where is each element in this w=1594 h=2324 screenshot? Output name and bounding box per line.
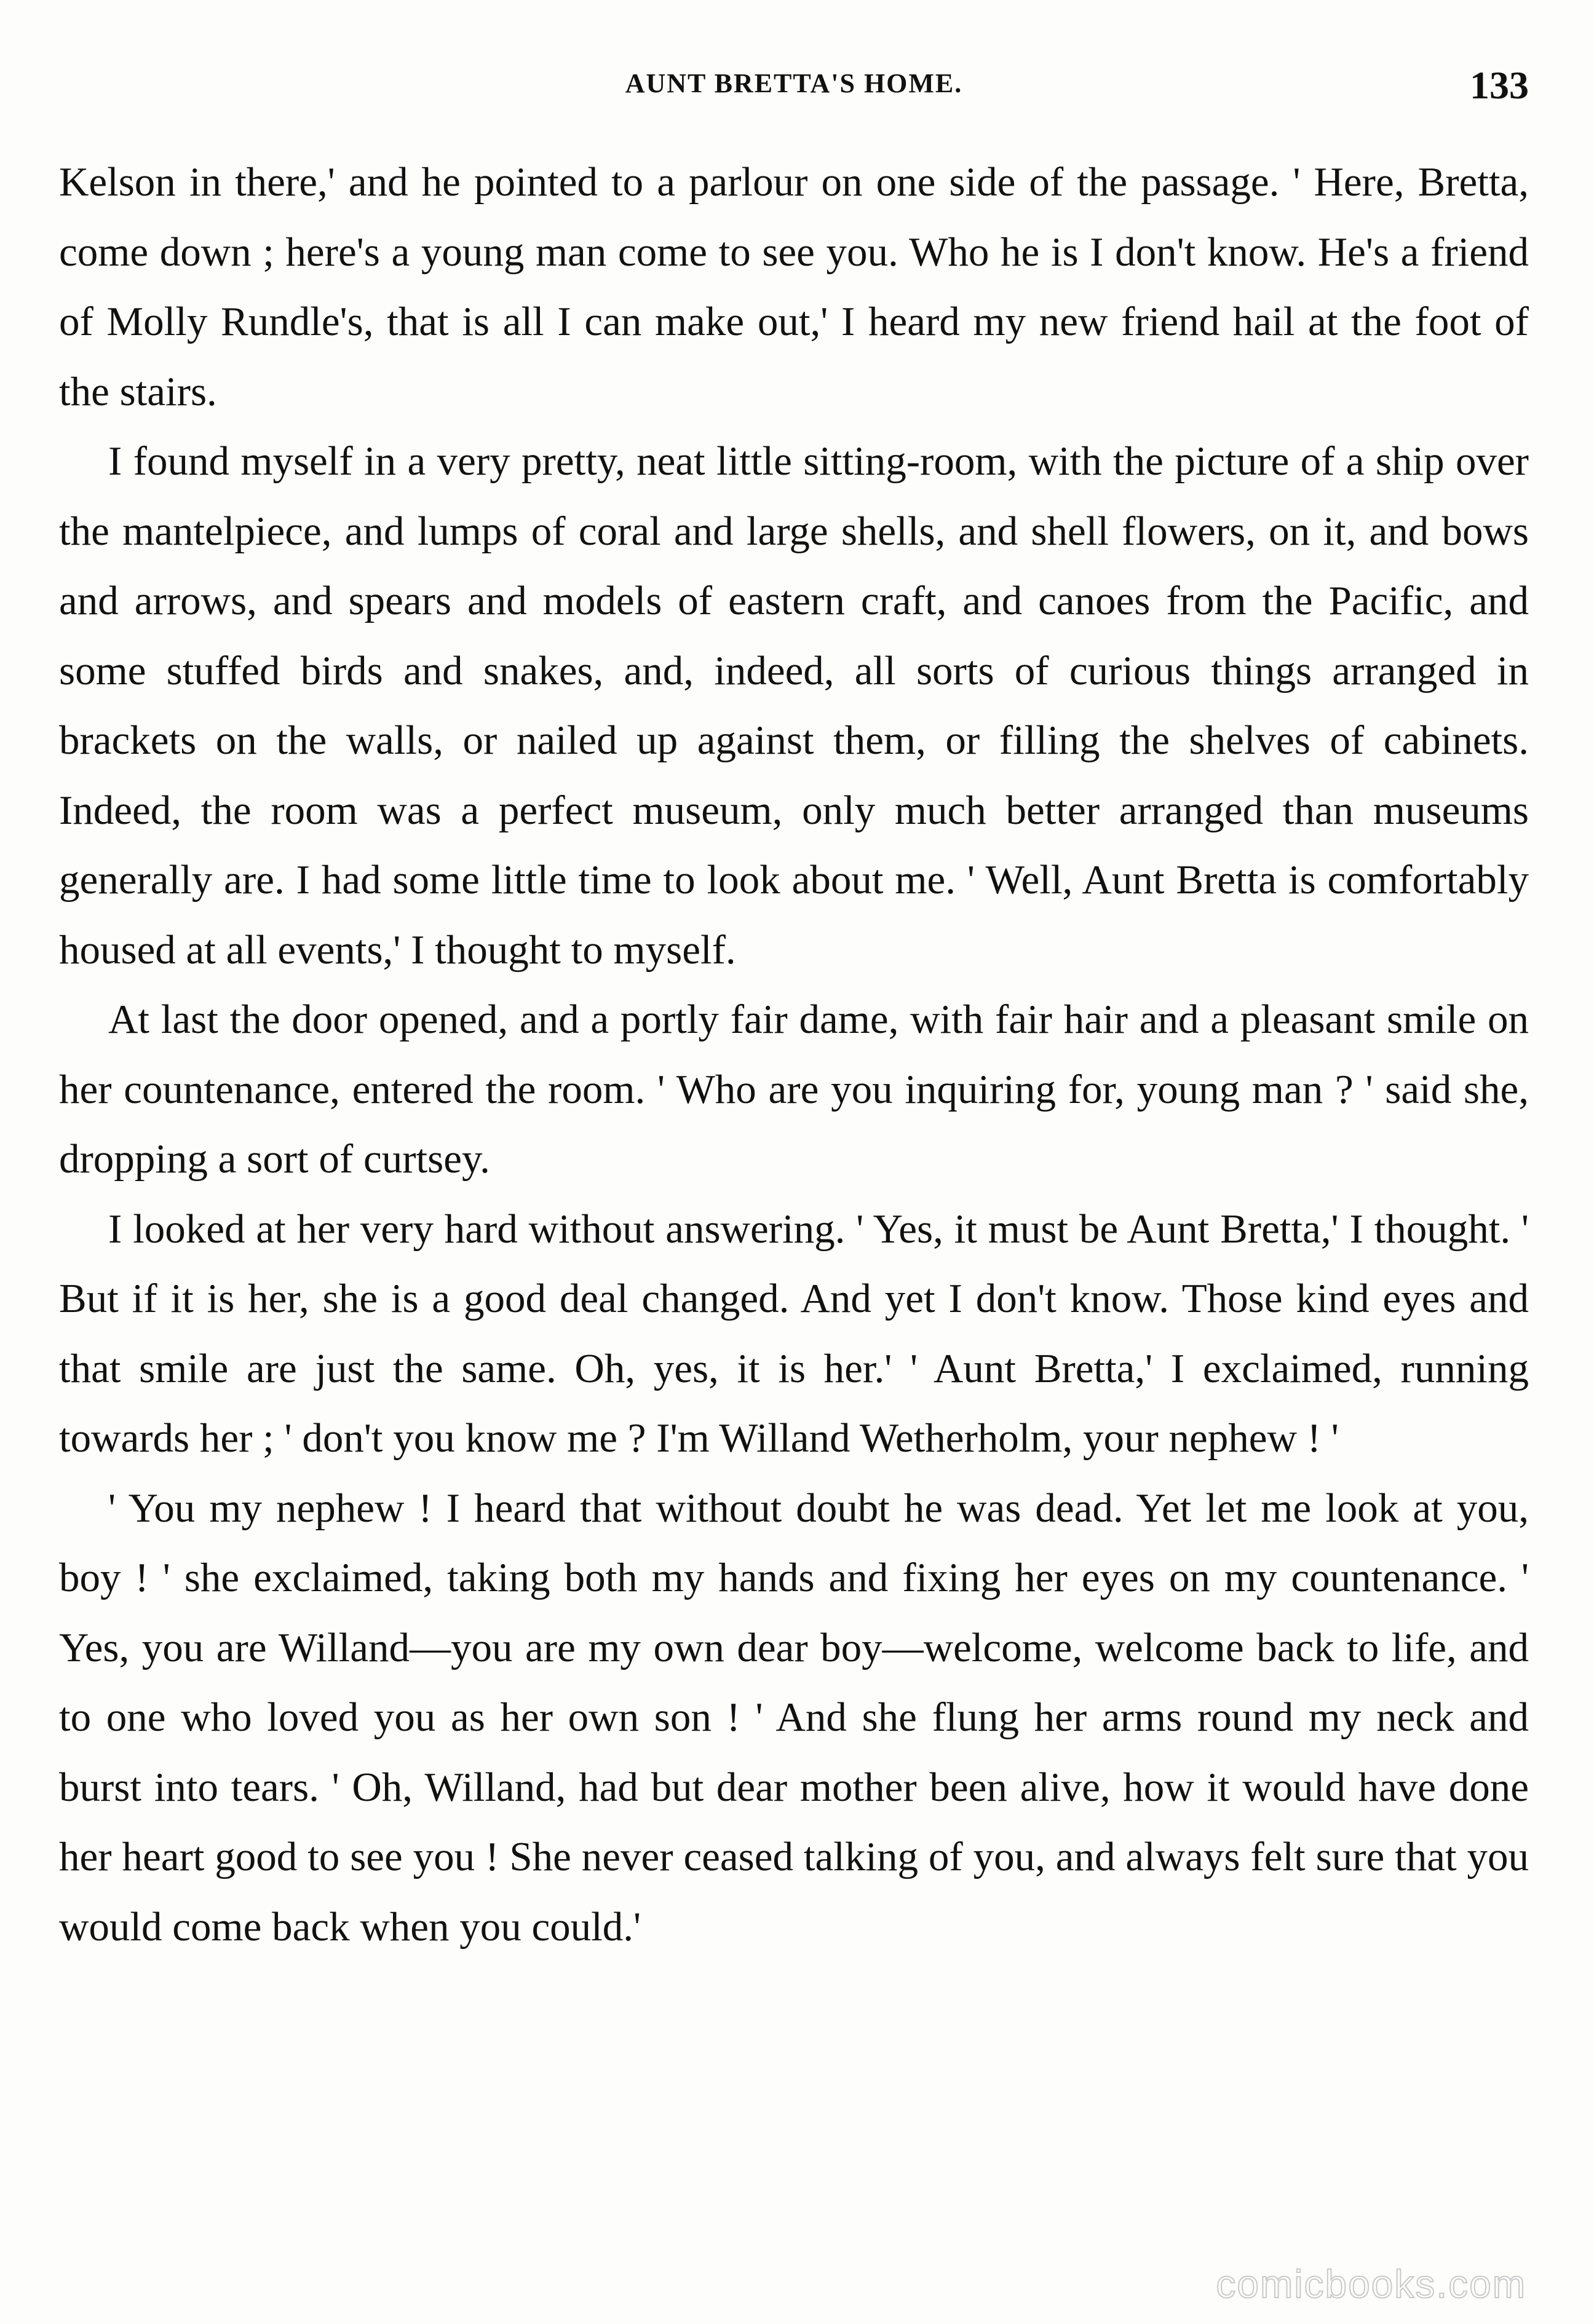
- paragraph-1: Kelson in there,' and he pointed to a parlour on one side of the passage. ' Here, Bretta, come down ; here's a young man come to see you. Who he is I don't know. He's a friend of Molly Rundle's, that is all I can make out,' I heard my new friend hail at the foot of the stairs.: [59, 159, 1529, 414]
- paragraph-2: I found myself in a very pretty, neat little sitting-room, with the picture of a ship over the mantelpiece, and lumps of coral and large shells, and shell flowers, on it, and bows and arrows, and spears and models of eastern craft, and canoes from the Pacific, and some stuffed birds and snakes, and, indeed, all sorts of curious things arranged in brackets on the walls, or nailed up against them, or filling the shelves of cabinets. Indeed, the room was a perfect museum, only much better arranged than museums generally are. I had some little time to look about me. ' Well, Aunt Bretta is comfortably housed at all events,' I thought to myself.: [59, 438, 1529, 973]
- paragraph-4: I looked at her very hard without answering. ' Yes, it must be Aunt Bretta,' I thought. ' But if it is her, she is a good deal changed. And yet I don't know. Those kind eyes and that smile are just the same. Oh, yes, it is her.' ' Aunt Bretta,' I exclaimed, running towards her ; ' don't you know me ? I'm Willand Wetherholm, your nephew ! ': [59, 1206, 1529, 1461]
- running-title: AUNT BRETTA'S HOME.: [625, 68, 963, 98]
- paragraph-3: At last the door opened, and a portly fair dame, with fair hair and a pleasant smile on her countenance, entered the room. ' Who are you inquiring for, young man ? ' said she, dropping a sort of curtsey.: [59, 997, 1529, 1182]
- page-number: 133: [1470, 63, 1529, 107]
- paragraph-5: ' You my nephew ! I heard that without doubt he was dead. Yet let me look at you, boy ! ' she exclaimed, taking both my hands and fixing her eyes on my countenance. ' Yes, you are Willand—you are my own dear boy—welcome, welcome back to life, and to one who loved you as her own son ! ' And she flung her arms round my neck and burst into tears. ' Oh, Willand, had but dear mother been alive, how it would have done her heart good to see you ! She never ceased talking of you, and always felt sure that you would come back when you could.': [59, 1485, 1529, 1950]
- page-header: [59, 63, 1529, 123]
- body-text: [59, 148, 1529, 1962]
- watermark: comicbooks.com: [1216, 2262, 1526, 2306]
